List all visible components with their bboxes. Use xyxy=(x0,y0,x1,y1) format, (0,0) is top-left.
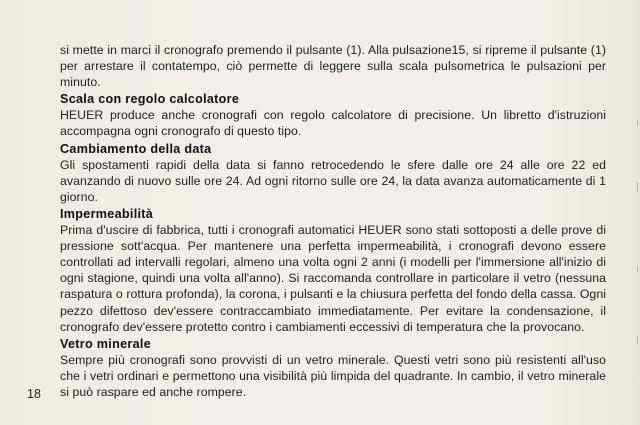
heading-cambiamento-data: Cambiamento della data xyxy=(60,141,212,156)
paper-edge-mark xyxy=(637,182,638,192)
paragraph-scala-regolo: HEUER produce anche cronografi con regolo calcolatore di precisione. Un libretto d'istruzioni accompagna ogni cronografo di questo tipo. xyxy=(60,108,606,139)
paragraph-cambiamento-data: Gli spostamenti rapidi della data si fanno retrocedendo le sfere dalle ore 24 alle ore 22 ed avanzando di nuovo sulle ore 24. Ad ogni ritorno sulle ore 24, la data avanza automaticamente di 1 giorno. xyxy=(60,157,606,204)
paragraph-impermeabilita: Prima d'uscire di fabbrica, tutti i cronografi automatici HEUER sono stati sottoposti a delle prove di pressione sott'acqua. Per mantenere una perfetta impermeabilità, i cronografi devono essere controllati ad intervalli regolari, almeno una volta ogni 2 anni (i modelli per l'immersione all'inizio di ogni stagione, quindi una volta all'anno). Si raccomanda controllare in particolare il vetro (nessuna raspatura o rottura profonda), la corona, i pulsanti e la chiusura perfetta del fondo della cassa. Ogni pezzo difettoso dev'essere contraccambiato immediatamente. Per evitare la condensazione, il cronografo dev'essere protetto contro i cambiamenti eccessivi di temperatura che la provocano. xyxy=(60,223,606,334)
heading-vetro-minerale: Vetro minerale xyxy=(60,336,151,351)
page-number: 18 xyxy=(27,387,41,401)
paragraph-vetro-minerale: Sempre più cronografi sono provvisti di un vetro minerale. Questi vetri sono più resistenti all'uso che i vetri ordinari e permettono una visibilità più limpida del quadrante. In cambio, il vetro minerale si può raspare ed anche rompere. xyxy=(60,352,606,399)
paragraph-pulsometer-continued: si mette in marci il cronografo premendo il pulsante (1). Alla pulsazione15, si ripreme il pulsante (1) per arrestare il contatempo, ciò permette di leggere sulla scala pulsometrica le pulsazioni per minuto. xyxy=(60,43,606,90)
paper-edge-mark xyxy=(637,336,638,344)
heading-impermeabilita: Impermeabilità xyxy=(60,206,154,221)
paper-edge-mark xyxy=(637,120,638,126)
heading-scala-regolo: Scala con regolo calcolatore xyxy=(60,92,240,107)
paper-edge-mark xyxy=(637,266,638,272)
text-column xyxy=(60,42,606,400)
